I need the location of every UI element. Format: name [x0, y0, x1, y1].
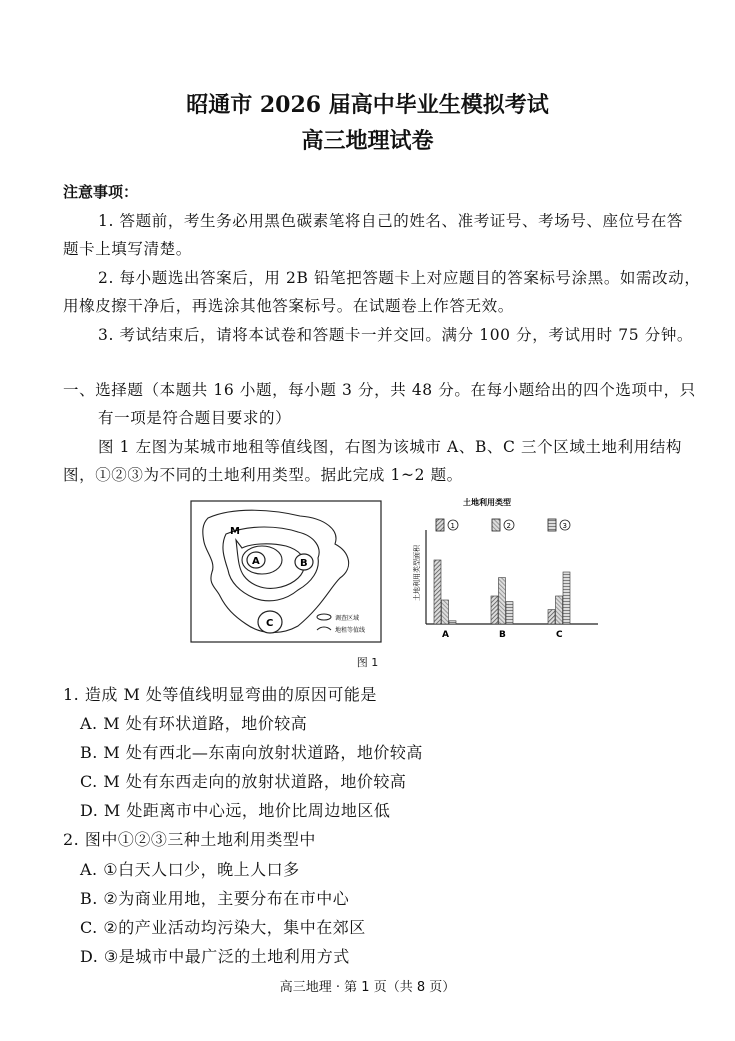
legend-survey-label: 调查区域 [335, 615, 360, 622]
legend-swatch-1 [436, 519, 444, 531]
notice-item-3: 3. 考试结束后，请将本试卷和答题卡一并交回。满分 100 分，考试用时 75 分钟。 [98, 326, 694, 344]
map-label-a: A [252, 556, 260, 567]
question-2-option-b[interactable]: B. ②为商业用地，主要分布在市中心 [80, 889, 350, 908]
bar-a-series-3 [449, 621, 456, 624]
bar-c-series-3 [563, 572, 570, 624]
x-tick-label-c: C [556, 630, 563, 640]
notice-heading: 注意事项： [63, 183, 139, 201]
map-label-c: C [266, 618, 274, 629]
bar-c-series-2 [556, 596, 563, 624]
bar-a-series-1 [434, 560, 441, 624]
question-1-option-b[interactable]: B. M 处有西北—东南向放射状道路，地价较高 [80, 743, 423, 762]
question-2-option-c[interactable]: C. ②的产业活动均污染大，集中在郊区 [80, 918, 366, 937]
figure-caption: 图 1 [356, 656, 379, 669]
bar-a-series-2 [442, 600, 449, 624]
bar-b-series-3 [506, 602, 513, 624]
x-tick-label-b: B [499, 630, 506, 640]
exam-subtitle: 高三地理试卷 [301, 128, 434, 154]
question-1-option-c[interactable]: C. M 处有东西走向的放射状道路，地价较高 [80, 772, 407, 791]
legend-number-1: 1 [450, 522, 455, 530]
question-1-option-a[interactable]: A. M 处有环状道路，地价较高 [80, 714, 308, 733]
notice-item-2-line-2: 用橡皮擦干净后，再选涂其他答案标号。在试题卷上作答无效。 [63, 297, 514, 315]
figure-intro-line-1: 图 1 左图为某城市地租等值线图，右图为该城市 A、B、C 三个区域土地利用结构 [98, 438, 683, 456]
map-label-b: B [300, 558, 308, 569]
section-heading-line-2: 有一项是符合题目要求的） [98, 409, 292, 427]
legend-swatch-2 [492, 519, 500, 531]
figure-1-svg [190, 496, 610, 671]
bar-b-series-1 [491, 596, 498, 624]
question-2-option-d[interactable]: D. ③是城市中最广泛的土地利用方式 [80, 947, 350, 966]
chart-ylabel: 土地利用类型面积 [413, 545, 421, 601]
question-1-stem: 1. 造成 M 处等值线明显弯曲的原因可能是 [63, 685, 377, 704]
legend-rent-label: 地租等值线 [335, 627, 366, 634]
chart-title: 土地利用类型 [463, 498, 511, 507]
rent-isoline-map [191, 501, 381, 642]
legend-swatch-3 [548, 519, 556, 531]
legend-number-3: 3 [562, 522, 567, 530]
figure-intro-line-2: 图，①②③为不同的土地利用类型。据此完成 1~2 题。 [63, 466, 463, 484]
legend-number-2: 2 [506, 522, 511, 530]
section-heading-line-1: 一、选择题（本题共 16 小题，每小题 3 分，共 48 分。在每小题给出的四个选项中，只 [63, 381, 696, 399]
notice-item-2-line-1: 2. 每小题选出答案后，用 2B 铅笔把答题卡上对应题目的答案标号涂黑。如需改动， [98, 269, 701, 287]
page-footer: 高三地理 · 第 1 页（共 8 页） [279, 980, 456, 995]
bar-c-series-1 [548, 610, 555, 624]
notice-item-1-line-1: 1. 答题前，考生务必用黑色碳素笔将自己的姓名、准考证号、考场号、座位号在答 [98, 212, 684, 230]
land-use-bar-chart [412, 497, 598, 640]
question-1-option-d[interactable]: D. M 处距离市中心远，地价比周边地区低 [80, 801, 391, 820]
exam-title: 昭通市 2026 届高中毕业生模拟考试 [186, 92, 549, 118]
x-tick-label-a: A [442, 630, 449, 640]
question-2-option-a[interactable]: A. ①白天人口少，晚上人口多 [80, 860, 300, 879]
notice-item-1-line-2: 题卡上填写清楚。 [63, 240, 192, 258]
legend-survey-symbol [317, 614, 331, 620]
question-2-stem: 2. 图中①②③三种土地利用类型中 [63, 830, 316, 849]
map-label-m: M [230, 526, 240, 537]
figure-1 [190, 496, 610, 671]
bar-b-series-2 [499, 578, 506, 624]
